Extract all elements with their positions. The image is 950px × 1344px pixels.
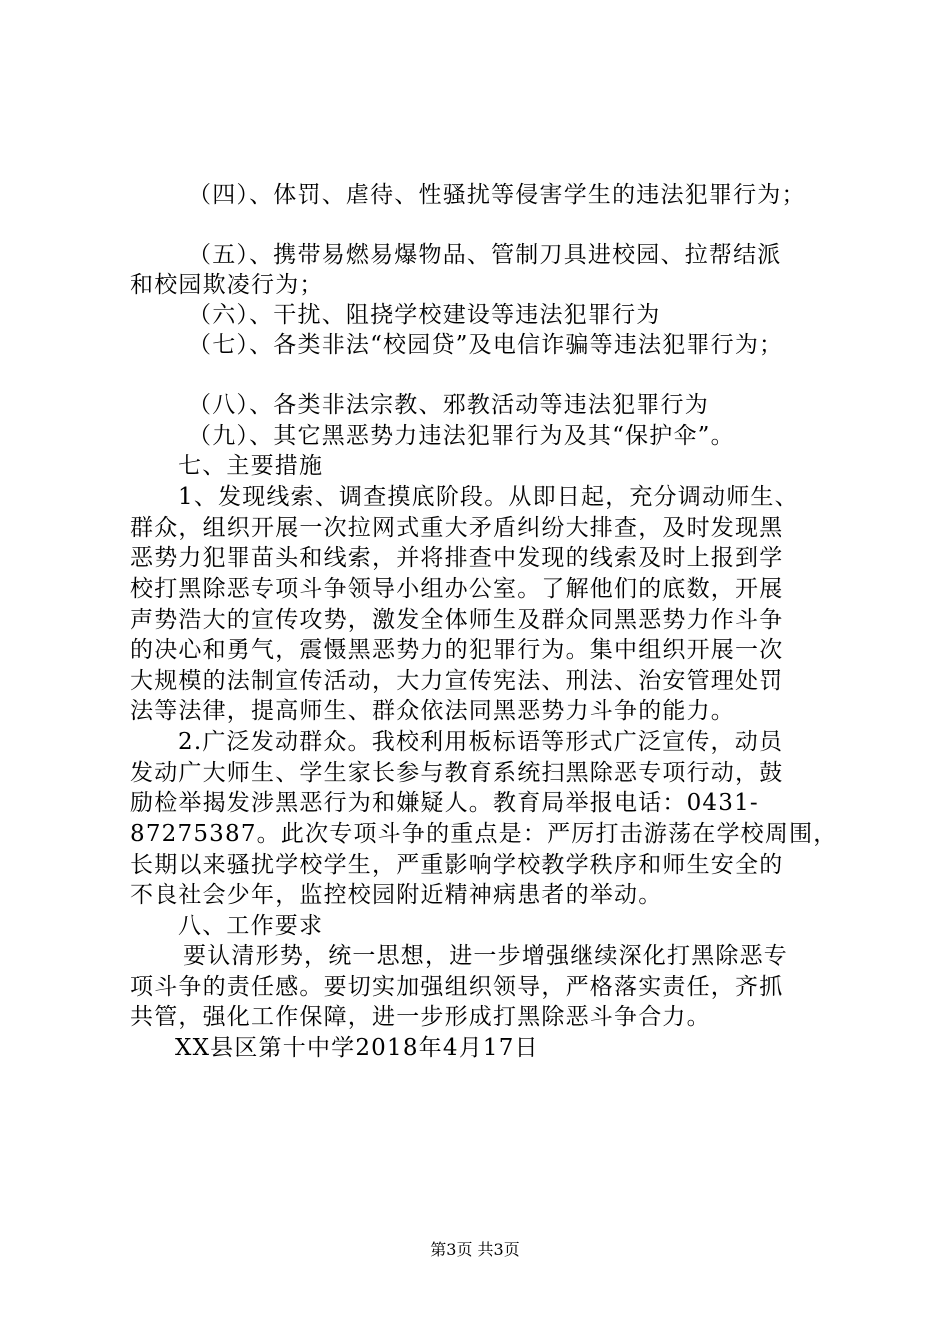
text-line: 项斗争的责任感。要切实加强组织领导，严格落实责任，齐抓 [130, 974, 784, 1000]
text-line: （五）、携带易燃易爆物品、管制刀具进校园、拉帮结派 [188, 242, 782, 268]
page-footer: 第3页 共3页 [430, 1240, 520, 1259]
section-heading: 七、主要措施 [178, 453, 324, 479]
text-line: （九）、其它黑恶势力违法犯罪行为及其“保护伞”。 [188, 423, 735, 449]
text-line: 校打黑除恶专项斗争领导小组办公室。了解他们的底数，开展 [130, 576, 784, 602]
text-line: 发动广大师生、学生家长参与教育系统扫黑除恶专项行动，鼓 [130, 760, 784, 786]
text-line: （四）、体罚、虐待、性骚扰等侵害学生的违法犯罪行为； [188, 182, 806, 208]
section-heading: 八、工作要求 [178, 913, 324, 939]
text-line: 声势浩大的宣传攻势，激发全体师生及群众同黑恶势力作斗争 [130, 607, 784, 633]
signature-date: XX县区第十中学2018年4月17日 [175, 1035, 539, 1061]
text-line: 恶势力犯罪苗头和线索，并将排查中发现的线索及时上报到学 [130, 545, 784, 571]
text-line: 群众，组织开展一次拉网式重大矛盾纠纷大排查，及时发现黑 [130, 515, 784, 541]
text-line: 要认清形势，统一思想，进一步增强继续深化打黑除恶专 [183, 943, 788, 969]
text-line: 不良社会少年，监控校园附近精神病患者的举动。 [130, 882, 663, 908]
text-line: 2.广泛发动群众。我校利用板标语等形式广泛宣传，动员 [178, 729, 784, 755]
text-line: 和校园欺凌行为； [130, 272, 324, 298]
text-line: 共管，强化工作保障，进一步形成打黑除恶斗争合力。 [130, 1004, 711, 1030]
text-line: 87275387。此次专项斗争的重点是：严厉打击游荡在学校周围， [130, 821, 838, 847]
text-line: 法等法律，提高师生、群众依法同黑恶势力斗争的能力。 [130, 698, 735, 724]
text-line: 长期以来骚扰学校学生，严重影响学校教学秩序和师生安全的 [130, 852, 784, 878]
text-line: 1、发现线索、调查摸底阶段。从即日起，充分调动师生、 [178, 484, 799, 510]
text-line: （六）、干扰、阻挠学校建设等违法犯罪行为 [188, 302, 661, 328]
text-line: （七）、各类非法“校园贷”及电信诈骗等违法犯罪行为； [188, 332, 784, 358]
text-line: （八）、各类非法宗教、邪教活动等违法犯罪行为 [188, 392, 709, 418]
text-line: 的决心和勇气，震慑黑恶势力的犯罪行为。集中组织开展一次 [130, 637, 784, 663]
text-line: 励检举揭发涉黑恶行为和嫌疑人。教育局举报电话：0431- [130, 790, 759, 816]
text-line: 大规模的法制宣传活动，大力宣传宪法、刑法、治安管理处罚 [130, 668, 784, 694]
